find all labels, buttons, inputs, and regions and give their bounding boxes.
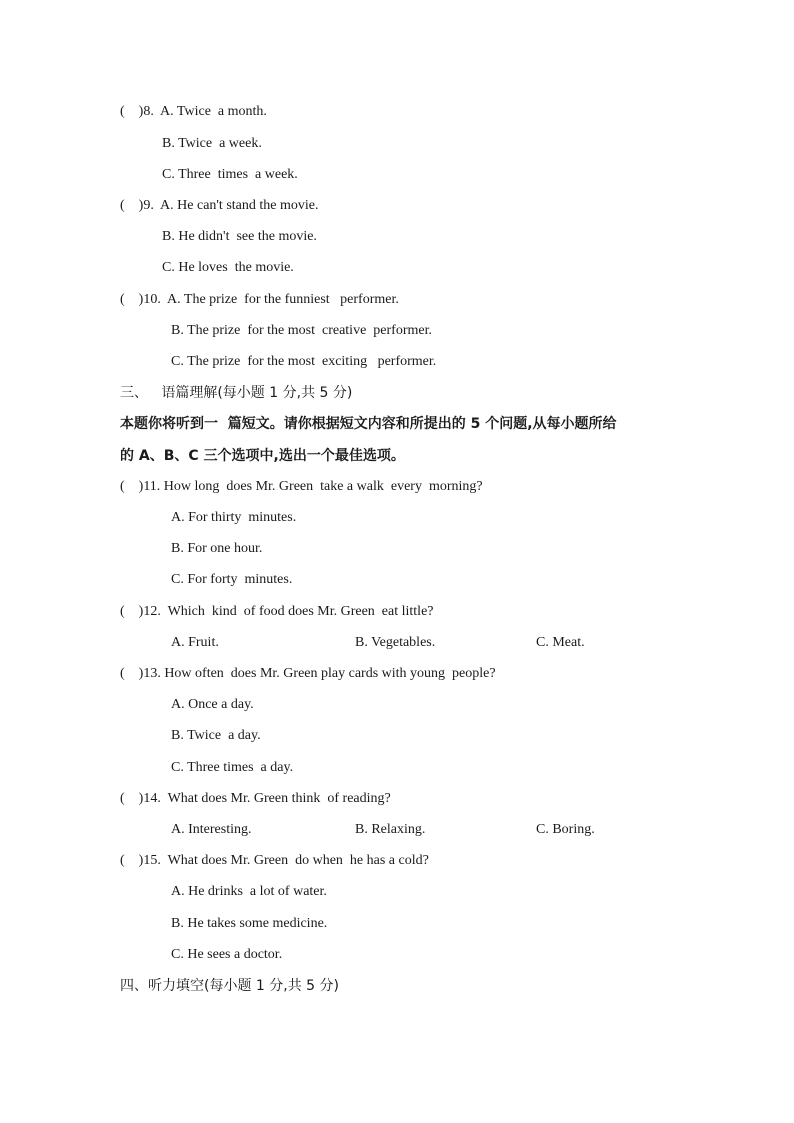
- section-3-instruction-line-1: 本题你将听到一 篇短文。请你根据短文内容和所提出的 5 个问题,从每小题所给: [120, 416, 617, 432]
- question-8-stem: ( )8. A. Twice a month.: [120, 104, 267, 119]
- question-13-option-c: C. Three times a day.: [171, 760, 294, 775]
- question-9-stem: ( )9. A. He can't stand the movie.: [120, 198, 319, 213]
- question-15-stem: ( )15. What does Mr. Green do when he has a cold?: [120, 853, 429, 868]
- question-12-option-b: B. Vegetables.: [355, 635, 436, 650]
- question-14-option-b: B. Relaxing.: [355, 822, 426, 837]
- question-12-option-c: C. Meat.: [536, 635, 585, 650]
- question-15-option-a: A. He drinks a lot of water.: [171, 884, 327, 899]
- question-15-option-b: B. He takes some medicine.: [171, 916, 328, 931]
- question-12-stem: ( )12. Which kind of food does Mr. Green eat little?: [120, 604, 434, 619]
- question-10-stem: ( )10. A. The prize for the funniest performer.: [120, 292, 399, 307]
- question-15-option-c: C. He sees a doctor.: [171, 947, 283, 962]
- section-3-heading: 三、 语篇理解(每小题 1 分,共 5 分): [120, 385, 353, 401]
- question-10-option-c: C. The prize for the most exciting performer.: [171, 354, 437, 369]
- section-3-instruction-line-2: 的 A、B、C 三个选项中,选出一个最佳选项。: [120, 448, 405, 464]
- question-12-option-a: A. Fruit.: [171, 635, 219, 650]
- question-14-option-c: C. Boring.: [536, 822, 595, 837]
- question-11-stem: ( )11. How long does Mr. Green take a walk every morning?: [120, 479, 483, 494]
- question-14-stem: ( )14. What does Mr. Green think of reading?: [120, 791, 391, 806]
- question-13-option-a: A. Once a day.: [171, 697, 254, 712]
- question-13-option-b: B. Twice a day.: [171, 728, 261, 743]
- question-9-option-c: C. He loves the movie.: [162, 260, 294, 275]
- question-14-option-a: A. Interesting.: [171, 822, 252, 837]
- question-9-option-b: B. He didn't see the movie.: [162, 229, 317, 244]
- section-4-heading: 四、听力填空(每小题 1 分,共 5 分): [120, 978, 339, 994]
- question-11-option-c: C. For forty minutes.: [171, 572, 293, 587]
- question-8-option-b: B. Twice a week.: [162, 136, 262, 151]
- question-13-stem: ( )13. How often does Mr. Green play cards with young people?: [120, 666, 496, 681]
- question-10-option-b: B. The prize for the most creative performer.: [171, 323, 432, 338]
- question-11-option-b: B. For one hour.: [171, 541, 263, 556]
- question-11-option-a: A. For thirty minutes.: [171, 510, 297, 525]
- question-8-option-c: C. Three times a week.: [162, 167, 298, 182]
